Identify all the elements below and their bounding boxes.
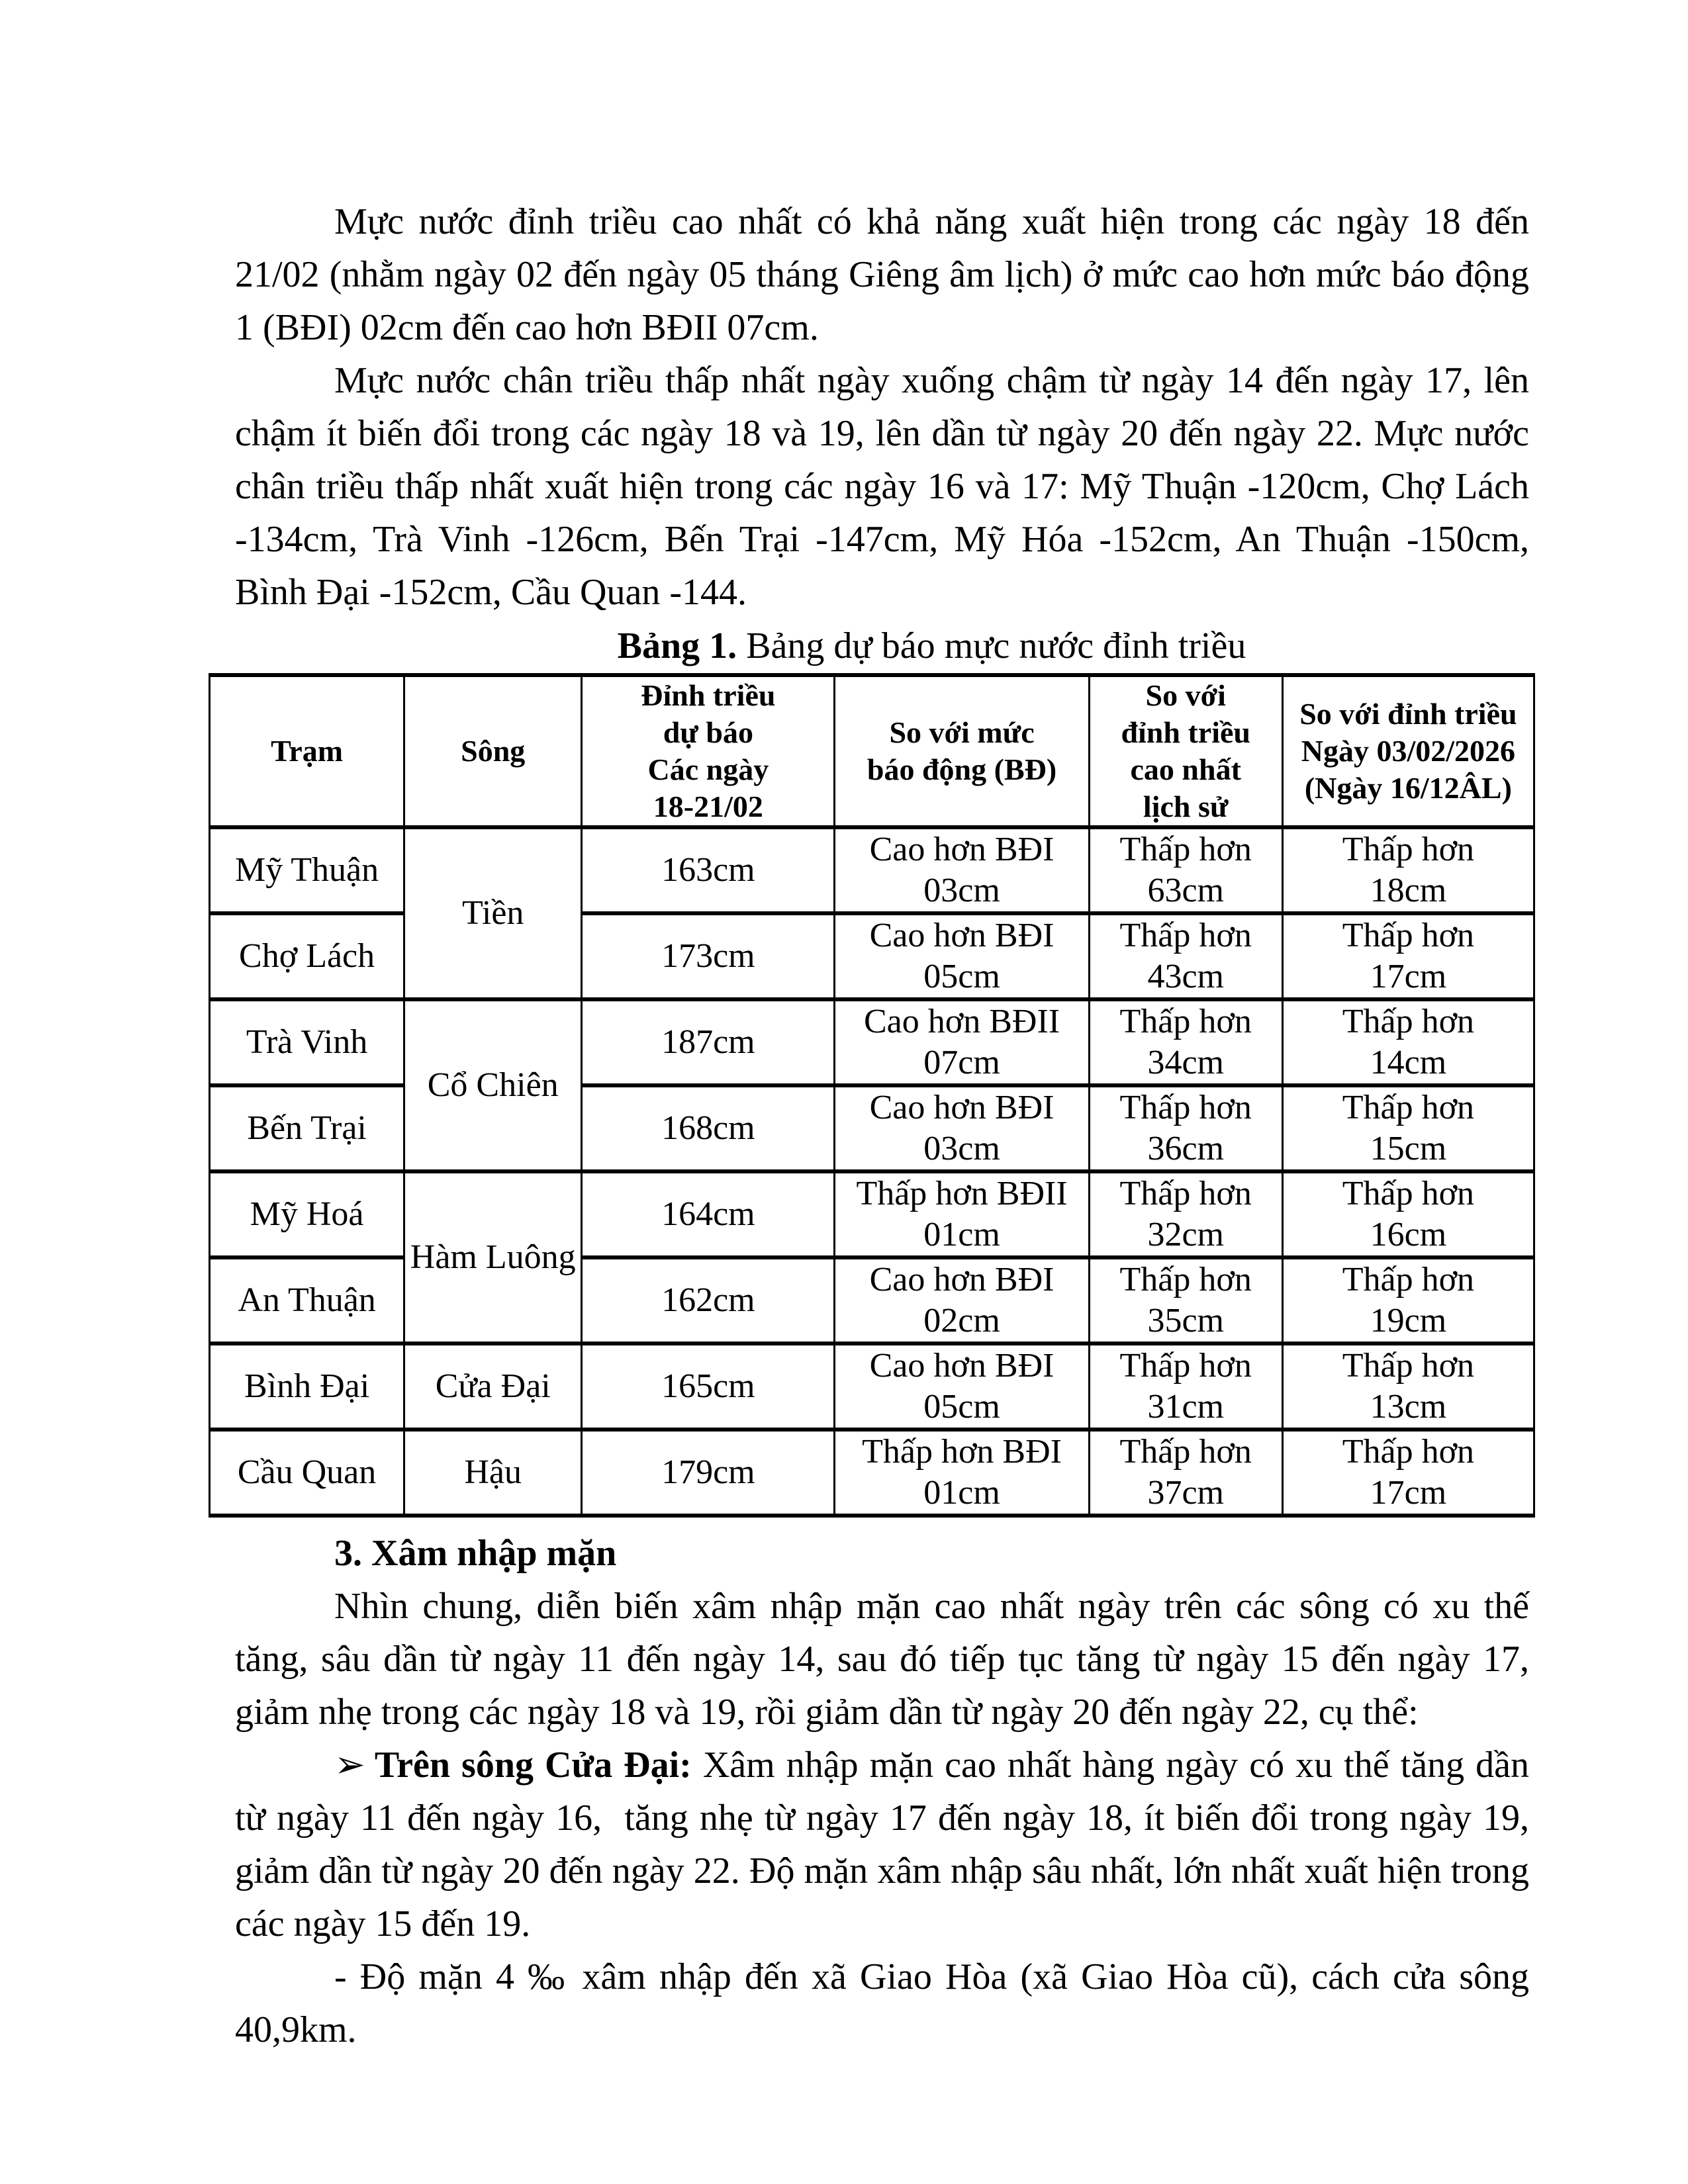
cell-vs-previous: Thấp hơn 17cm: [1282, 1430, 1534, 1516]
cell-forecast: 163cm: [582, 827, 835, 913]
cell-river: Tiền: [404, 827, 582, 999]
header-forecast: Đỉnh triều dự báo Các ngày 18-21/02: [582, 675, 835, 827]
paragraph-salinity-overview: Nhìn chung, diễn biến xâm nhập mặn cao nhất ngày trên các sông có xu thế tăng, sâu dần từ ngày 11 đến ngày 14, sau đó tiếp tục tăng từ ngày 15 đến ngày 17, giảm nhẹ trong các ngày 18 và 19, rồi giảm dần từ ngày 20 đến ngày 22, cụ thể:: [235, 1586, 1529, 1733]
paragraph-salinity-4permille: - Độ mặn 4 ‰ xâm nhập đến xã Giao Hòa (xã Giao Hòa cũ), cách cửa sông 40,9km.: [235, 1956, 1529, 2050]
cell-vs-alert: Cao hơn BĐI 03cm: [835, 827, 1089, 913]
section-3-heading: 3. Xâm nhập mặn: [334, 1533, 617, 1574]
cell-vs-historic: Thấp hơn 31cm: [1089, 1343, 1282, 1430]
table-caption-label: Bảng 1.: [617, 625, 737, 666]
table-row: [210, 999, 1534, 1085]
table-row: [210, 1343, 1534, 1430]
cell-vs-alert: Cao hơn BĐI 03cm: [835, 1085, 1089, 1171]
cell-vs-previous: Thấp hơn 15cm: [1282, 1085, 1534, 1171]
cell-station: Trà Vinh: [210, 999, 404, 1085]
cell-vs-alert: Cao hơn BĐII 07cm: [835, 999, 1089, 1085]
cell-station: Mỹ Hoá: [210, 1171, 404, 1257]
cell-vs-previous: Thấp hơn 17cm: [1282, 913, 1534, 999]
cell-river: Cửa Đại: [404, 1343, 582, 1430]
cell-vs-alert: Thấp hơn BĐI 01cm: [835, 1430, 1089, 1516]
tide-forecast-table: [209, 673, 1535, 1518]
table-row: [210, 827, 1534, 913]
table-caption-text: Bảng dự báo mực nước đỉnh triều: [737, 625, 1246, 666]
cell-vs-historic: Thấp hơn 35cm: [1089, 1257, 1282, 1343]
cell-forecast: 162cm: [582, 1257, 835, 1343]
cell-vs-previous: Thấp hơn 14cm: [1282, 999, 1534, 1085]
cua-dai-label: Trên sông Cửa Đại:: [374, 1745, 692, 1786]
cell-vs-historic: Thấp hơn 34cm: [1089, 999, 1282, 1085]
cell-vs-historic: Thấp hơn 63cm: [1089, 827, 1282, 913]
cell-river: Cổ Chiên: [404, 999, 582, 1171]
cell-vs-historic: Thấp hơn 37cm: [1089, 1430, 1282, 1516]
cell-vs-previous: Thấp hơn 19cm: [1282, 1257, 1534, 1343]
paragraph-cua-dai: [235, 1739, 1529, 1950]
cell-forecast: 168cm: [582, 1085, 835, 1171]
cell-station: An Thuận: [210, 1257, 404, 1343]
cell-station: Bình Đại: [210, 1343, 404, 1430]
table-header-row: [210, 675, 1534, 827]
cell-vs-alert: Cao hơn BĐI 05cm: [835, 1343, 1089, 1430]
cell-vs-previous: Thấp hơn 13cm: [1282, 1343, 1534, 1430]
cell-forecast: 164cm: [582, 1171, 835, 1257]
cell-vs-historic: Thấp hơn 36cm: [1089, 1085, 1282, 1171]
cell-vs-alert: Cao hơn BĐI 05cm: [835, 913, 1089, 999]
cell-vs-alert: Cao hơn BĐI 02cm: [835, 1257, 1089, 1343]
cell-vs-previous: Thấp hơn 18cm: [1282, 827, 1534, 913]
table-row: [210, 1430, 1534, 1516]
cell-station: Cầu Quan: [210, 1430, 404, 1516]
cell-station: Mỹ Thuận: [210, 827, 404, 913]
cell-river: Hàm Luông: [404, 1171, 582, 1343]
table-caption: [235, 619, 1529, 673]
cell-river: Hậu: [404, 1430, 582, 1516]
cell-vs-historic: Thấp hơn 43cm: [1089, 913, 1282, 999]
cell-forecast: 187cm: [582, 999, 835, 1085]
cell-forecast: 165cm: [582, 1343, 835, 1430]
cell-vs-alert: Thấp hơn BĐII 01cm: [835, 1171, 1089, 1257]
cua-dai-text: Xâm nhập mặn cao nhất hàng ngày có xu thế tăng dần từ ngày 11 đến ngày 16, tăng nhẹ từ ngày 17 đến ngày 18, ít biến đổi trong ngày 19, giảm dần từ ngày 20 đến ngày 22. Độ mặn xâm nhập sâu nhất, lớn nhất xuất hiện trong các ngày 15 đến 19.: [235, 1745, 1530, 1944]
cell-station: Bến Trại: [210, 1085, 404, 1171]
table-row: [210, 1171, 1534, 1257]
paragraph-tide-peak: Mực nước đỉnh triều cao nhất có khả năng xuất hiện trong các ngày 18 đến 21/02 (nhằm ngày 02 đến ngày 05 tháng Giêng âm lịch) ở mức cao hơn mức báo động 1 (BĐI) 02cm đến cao hơn BĐII 07cm.: [235, 201, 1529, 348]
paragraph-tide-low: Mực nước chân triều thấp nhất ngày xuống chậm từ ngày 14 đến ngày 17, lên chậm ít biến đổi trong các ngày 18 và 19, lên dần từ ngày 20 đến ngày 22. Mực nước chân triều thấp nhất xuất hiện trong các ngày 16 và 17: Mỹ Thuận -120cm, Chợ Lách -134cm, Trà Vinh -126cm, Bến Trại -147cm, Mỹ Hóa -152cm, An Thuận -150cm, Bình Đại -152cm, Cầu Quan -144.: [235, 360, 1529, 613]
header-vs-alert: So với mức báo động (BĐ): [835, 675, 1089, 827]
header-river: Sông: [404, 675, 582, 827]
header-vs-historic: So với đỉnh triều cao nhất lịch sử: [1089, 675, 1282, 827]
cell-forecast: 179cm: [582, 1430, 835, 1516]
cell-vs-previous: Thấp hơn 16cm: [1282, 1171, 1534, 1257]
header-vs-previous-peak: So với đỉnh triều Ngày 03/02/2026 (Ngày 16/12ÂL): [1282, 675, 1534, 827]
arrow-bullet-icon: ➢: [334, 1745, 365, 1786]
cell-station: Chợ Lách: [210, 913, 404, 999]
cell-vs-historic: Thấp hơn 32cm: [1089, 1171, 1282, 1257]
cell-forecast: 173cm: [582, 913, 835, 999]
header-station: Trạm: [210, 675, 404, 827]
